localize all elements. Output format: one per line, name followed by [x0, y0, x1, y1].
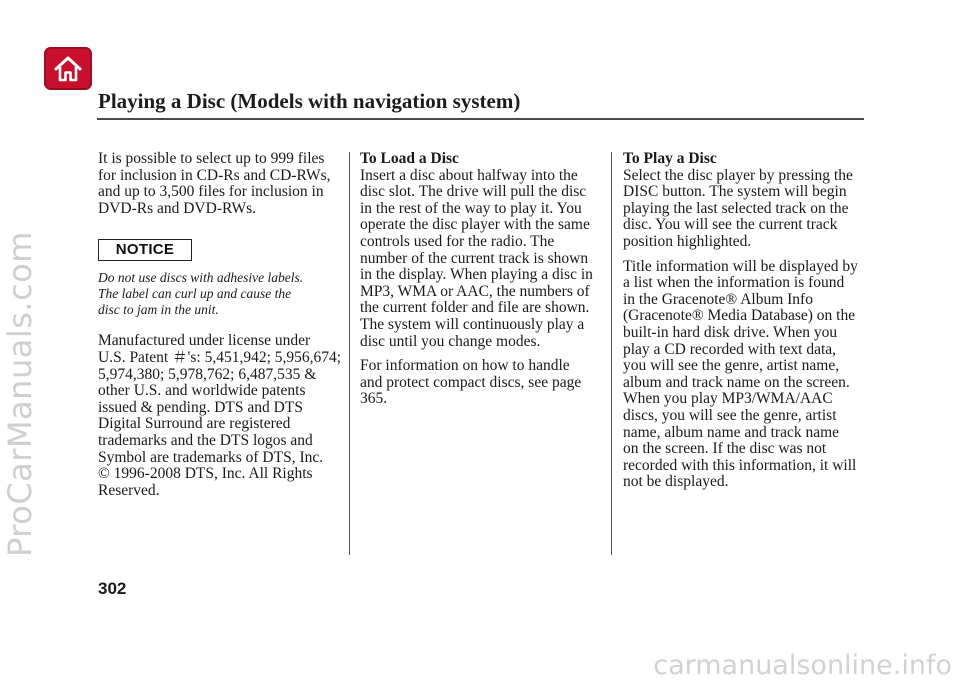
column-divider-2 — [611, 152, 612, 555]
file-limit-paragraph: It is possible to select up to 999 files for inclusion in CD-Rs and CD-RWs, and up to 3,500 files for inclusion in DVD-Rs and DVD-RWs. — [98, 150, 331, 217]
column-1 — [98, 151, 343, 507]
side-watermark — [0, 100, 40, 688]
load-disc-heading: To Load a Disc — [360, 150, 459, 167]
home-icon — [53, 55, 83, 83]
dts-license-paragraph: Manufactured under license under U.S. Patent ＃'s: 5,451,942; 5,956,674; 5,974,380; 5,978,762; 6,487,535 & other U.S. and worldwide patents issued & pending. DTS and DTS Digital Surround are registered trademarks and the DTS logos and Symbol are trademarks of DTS, Inc. © 1996-2008 DTS, Inc. All Rights Reserved. — [98, 332, 342, 499]
page-title: Playing a Disc (Models with navigation system) — [98, 89, 521, 113]
disc-handling-paragraph: For information on how to handle and protect compact discs, see page 365. — [360, 357, 582, 408]
page-number: 302 — [98, 579, 127, 598]
column-2 — [360, 151, 605, 416]
play-disc-paragraph: Select the disc player by pressing the DISC button. The system will begin playing the last selected track on the disc. You will see the current track position highlighted. — [623, 166, 853, 250]
home-button[interactable] — [44, 47, 92, 90]
play-disc-heading: To Play a Disc — [623, 150, 717, 167]
side-watermark-text: ProCarManuals.com — [1, 231, 39, 557]
load-disc-paragraph: Insert a disc about halfway into the disc slot. The drive will pull the disc in the rest of the way to play it. You operate the disc player with the same controls used for the radio. The number of the current track is shown in the display. When playing a disc in MP3, WMA or AAC, the numbers of the current folder and file are shown. The system will continuously play a disc until you change modes. — [360, 166, 593, 350]
header-rule — [97, 118, 864, 120]
title-info-paragraph: Title information will be displayed by a list when the information is found in the Gracenote® Album Info (Gracenote® Media Database) on the built-in hard disk drive. When you play a CD recorded with text data, you will see the genre, artist name, album and track name on the screen. When you play MP3/WMA/AAC discs, you will see the genre, artist name, album name and track name on the screen. If the disc was not recorded with this information, it will not be displayed. — [623, 257, 858, 491]
column-divider-1 — [349, 152, 350, 555]
footer-watermark: carmanualsonline.info — [653, 650, 952, 681]
notice-badge: NOTICE — [98, 239, 192, 261]
notice-text: Do not use discs with adhesive labels. The label can curl up and cause the disc to jam in the unit. — [98, 270, 304, 318]
column-3 — [623, 151, 868, 499]
